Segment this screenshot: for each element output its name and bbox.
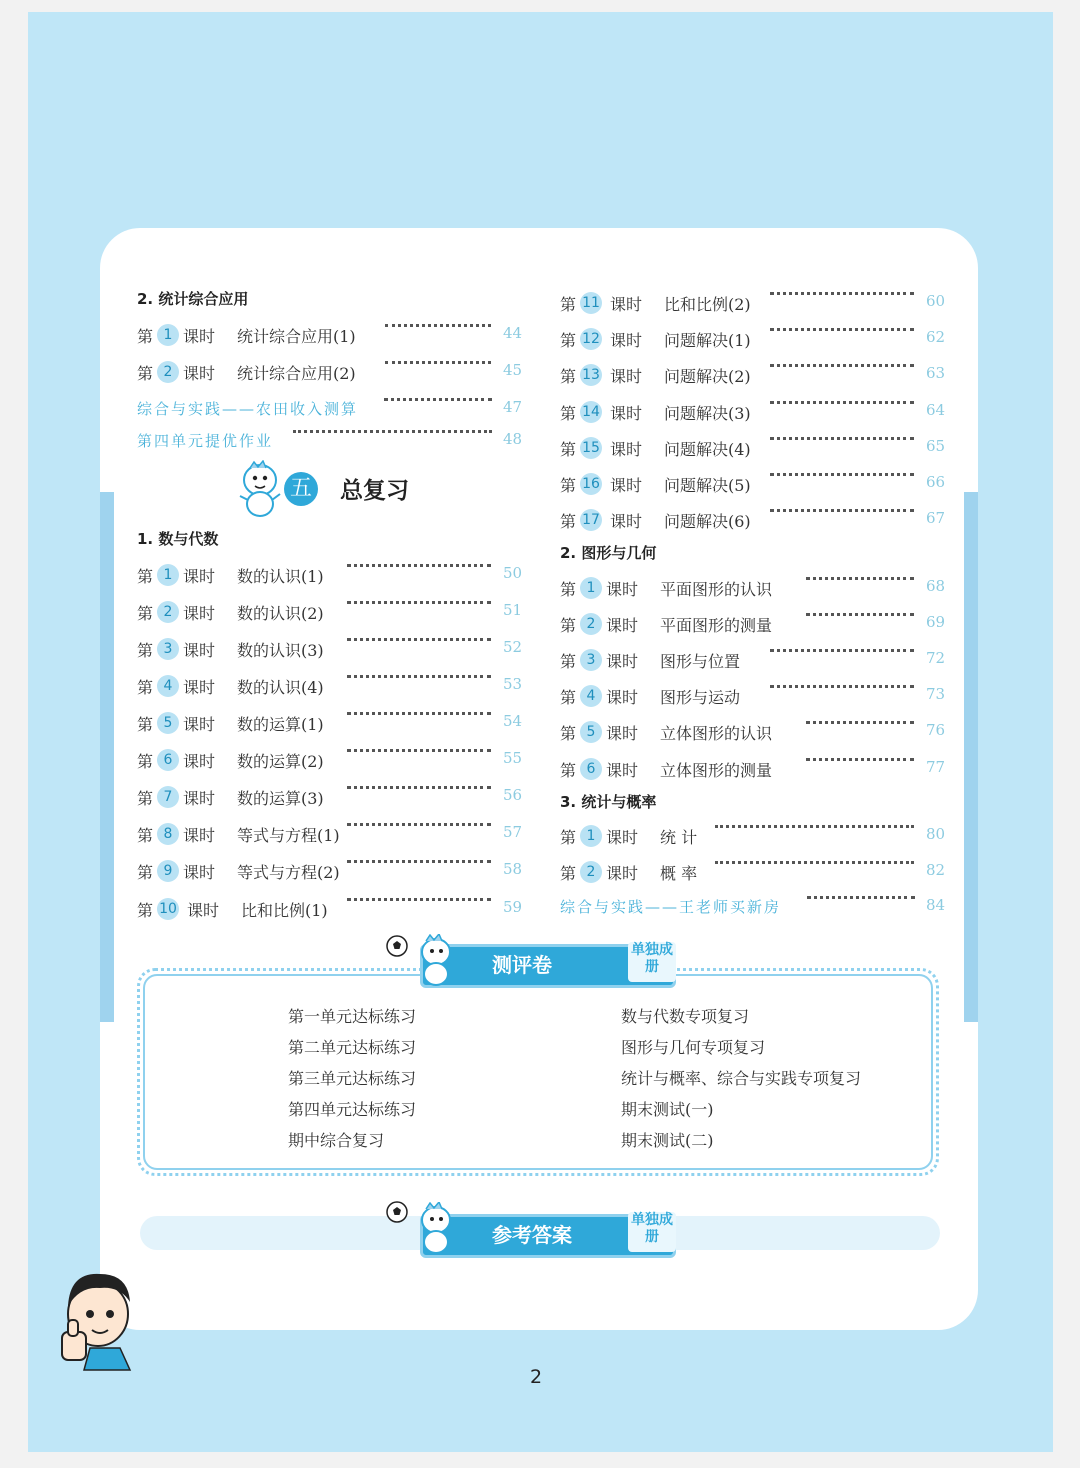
- lesson-suffix: 课时: [606, 616, 639, 635]
- leader-dots: [347, 712, 491, 715]
- lesson-suffix: 课时: [606, 864, 639, 883]
- lesson-title: 问题解决(2): [664, 367, 751, 386]
- section-heading: 3. 统计与概率: [560, 793, 657, 811]
- lesson-title: 图形与运动: [660, 688, 741, 707]
- dinosaur-mascot-icon: [414, 934, 458, 986]
- soccer-ball-icon: [385, 1200, 409, 1224]
- eval-item[interactable]: 期末测试(一): [621, 1100, 714, 1119]
- leader-dots: [770, 437, 914, 440]
- page-number: 63: [926, 364, 946, 382]
- lesson-title: 问题解决(4): [664, 440, 751, 459]
- eval-item[interactable]: 期中综合复习: [288, 1131, 385, 1150]
- homework-title: 第四单元提优作业: [137, 432, 274, 450]
- section-heading: 1. 数与代数: [137, 530, 219, 548]
- lesson-number-wrap: [580, 758, 602, 780]
- lesson-number-badge: 1: [580, 825, 602, 847]
- lesson-number-badge: 3: [580, 649, 602, 671]
- leader-dots: [770, 473, 914, 476]
- leader-dots: [347, 675, 491, 678]
- practice-title: 综合与实践——王老师买新房: [560, 898, 782, 916]
- page-number: 62: [926, 328, 946, 346]
- lesson-title: 统计综合应用(1): [237, 327, 356, 346]
- leader-dots: [715, 825, 914, 828]
- lesson-number-wrap: [580, 473, 602, 495]
- lesson-prefix: 第: [137, 752, 154, 771]
- lesson-title: 比和比例(1): [241, 901, 328, 920]
- lesson-number-wrap: [157, 675, 179, 697]
- page-number: 44: [503, 324, 523, 342]
- section-heading: 2. 统计综合应用: [137, 290, 249, 308]
- lesson-number-badge: 2: [580, 613, 602, 635]
- eval-item[interactable]: 第二单元达标练习: [288, 1038, 417, 1057]
- lesson-number-badge: 7: [157, 786, 179, 808]
- separate-volume-tag: 单独成册: [628, 942, 676, 982]
- leader-dots: [770, 649, 914, 652]
- lesson-prefix: 第: [137, 826, 154, 845]
- leader-dots: [347, 823, 491, 826]
- page-number: 59: [503, 898, 523, 916]
- lesson-title: 问题解决(3): [664, 404, 751, 423]
- eval-item[interactable]: 图形与几何专项复习: [621, 1038, 766, 1057]
- lesson-suffix: 课时: [606, 580, 639, 599]
- page-number: 47: [503, 398, 523, 416]
- page-number: 53: [503, 675, 523, 693]
- lesson-number-badge: 4: [580, 685, 602, 707]
- section-heading: 2. 图形与几何: [560, 544, 657, 562]
- lesson-suffix: 课时: [187, 901, 220, 920]
- lesson-suffix: 课时: [606, 761, 639, 780]
- lesson-number-badge: 6: [157, 749, 179, 771]
- lesson-suffix: 课时: [183, 364, 216, 383]
- eval-item[interactable]: 统计与概率、综合与实践专项复习: [621, 1069, 862, 1088]
- lesson-title: 数的运算(3): [237, 789, 324, 808]
- lesson-prefix: 第: [560, 512, 577, 531]
- lesson-number-badge: 1: [157, 564, 179, 586]
- eval-item[interactable]: 第一单元达标练习: [288, 1007, 417, 1026]
- lesson-title: 数的运算(1): [237, 715, 324, 734]
- leader-dots: [347, 638, 491, 641]
- page-number: 51: [503, 601, 523, 619]
- lesson-suffix: 课时: [183, 678, 216, 697]
- lesson-prefix: 第: [137, 364, 154, 383]
- page-number: 77: [926, 758, 946, 776]
- lesson-prefix: 第: [137, 604, 154, 623]
- lesson-prefix: 第: [137, 327, 154, 346]
- lesson-title: 数的认识(2): [237, 604, 324, 623]
- lesson-suffix: 课时: [610, 295, 643, 314]
- lesson-prefix: 第: [560, 295, 577, 314]
- lesson-suffix: 课时: [183, 789, 216, 808]
- leader-dots: [384, 398, 492, 401]
- lesson-title: 概 率: [660, 864, 698, 883]
- page-number: 65: [926, 437, 946, 455]
- page-number: 60: [926, 292, 946, 310]
- lesson-number-badge: 12: [580, 328, 602, 350]
- lesson-number-wrap: [157, 564, 179, 586]
- lesson-prefix: 第: [137, 901, 154, 920]
- lesson-number-wrap: [580, 577, 602, 599]
- lesson-number-wrap: [157, 898, 179, 920]
- lesson-number-badge: 16: [580, 473, 602, 495]
- lesson-prefix: 第: [560, 440, 577, 459]
- lesson-number-badge: 5: [580, 721, 602, 743]
- lesson-suffix: 课时: [610, 331, 643, 350]
- leader-dots: [770, 328, 914, 331]
- unit-title: 总复习: [340, 478, 409, 504]
- lesson-prefix: 第: [560, 761, 577, 780]
- lesson-suffix: 课时: [606, 828, 639, 847]
- lesson-prefix: 第: [137, 715, 154, 734]
- unit-number-badge: 五: [284, 472, 318, 506]
- lesson-number-badge: 10: [157, 898, 179, 920]
- page-number: 73: [926, 685, 946, 703]
- page-number: 72: [926, 649, 946, 667]
- lesson-number-badge: 11: [580, 292, 602, 314]
- practice-title: 综合与实践——农田收入测算: [137, 400, 359, 418]
- lesson-number-wrap: [157, 361, 179, 383]
- lesson-title: 平面图形的认识: [660, 580, 773, 599]
- leader-dots: [806, 613, 914, 616]
- lesson-number-badge: 9: [157, 860, 179, 882]
- leader-dots: [347, 786, 491, 789]
- lesson-title: 问题解决(5): [664, 476, 751, 495]
- lesson-number-wrap: [580, 328, 602, 350]
- lesson-title: 数的认识(3): [237, 641, 324, 660]
- lesson-suffix: 课时: [183, 641, 216, 660]
- lesson-suffix: 课时: [606, 652, 639, 671]
- leader-dots: [347, 898, 491, 901]
- lesson-suffix: 课时: [606, 724, 639, 743]
- leader-dots: [347, 749, 491, 752]
- page-number: 57: [503, 823, 523, 841]
- lesson-title: 平面图形的测量: [660, 616, 773, 635]
- lesson-number-wrap: [157, 823, 179, 845]
- lesson-number-wrap: [580, 721, 602, 743]
- lesson-title: 统 计: [660, 828, 698, 847]
- page-number: 76: [926, 721, 946, 739]
- lesson-number-wrap: [157, 749, 179, 771]
- lesson-number-badge: 15: [580, 437, 602, 459]
- lesson-prefix: 第: [560, 367, 577, 386]
- lesson-prefix: 第: [560, 616, 577, 635]
- dinosaur-mascot-icon: [236, 460, 282, 518]
- lesson-number-wrap: [580, 364, 602, 386]
- boy-thumbs-up-icon: [50, 1262, 140, 1372]
- lesson-number-wrap: [580, 825, 602, 847]
- leader-dots: [347, 564, 491, 567]
- page-number: 2: [530, 1366, 543, 1388]
- lesson-number-wrap: [580, 685, 602, 707]
- page-number: 82: [926, 861, 946, 879]
- leader-dots: [770, 401, 914, 404]
- lesson-title: 数的认识(4): [237, 678, 324, 697]
- lesson-prefix: 第: [560, 331, 577, 350]
- eval-item[interactable]: 第三单元达标练习: [288, 1069, 417, 1088]
- lesson-number-badge: 1: [580, 577, 602, 599]
- lesson-number-wrap: [157, 860, 179, 882]
- banner-label: 测评卷: [492, 953, 552, 977]
- lesson-suffix: 课时: [610, 367, 643, 386]
- page-number: 52: [503, 638, 523, 656]
- leader-dots: [806, 758, 914, 761]
- page-number: 67: [926, 509, 946, 527]
- leader-dots: [347, 860, 491, 863]
- eval-item[interactable]: 数与代数专项复习: [621, 1007, 750, 1026]
- lesson-suffix: 课时: [610, 512, 643, 531]
- lesson-prefix: 第: [137, 863, 154, 882]
- lesson-number-badge: 6: [580, 758, 602, 780]
- soccer-ball-icon: [385, 934, 409, 958]
- leader-dots: [385, 361, 491, 364]
- lesson-prefix: 第: [560, 652, 577, 671]
- lesson-title: 数的认识(1): [237, 567, 324, 586]
- leader-dots: [347, 601, 491, 604]
- banner-label: 参考答案: [492, 1223, 572, 1247]
- lesson-suffix: 课时: [610, 404, 643, 423]
- lesson-number-wrap: [157, 638, 179, 660]
- lesson-title: 立体图形的测量: [660, 761, 773, 780]
- lesson-suffix: 课时: [183, 715, 216, 734]
- lesson-number-badge: 1: [157, 324, 179, 346]
- lesson-suffix: 课时: [183, 752, 216, 771]
- lesson-prefix: 第: [560, 724, 577, 743]
- leader-dots: [770, 509, 914, 512]
- lesson-suffix: 课时: [183, 604, 216, 623]
- lesson-number-wrap: [157, 324, 179, 346]
- leader-dots: [806, 577, 914, 580]
- page-number: 50: [503, 564, 523, 582]
- eval-item[interactable]: 第四单元达标练习: [288, 1100, 417, 1119]
- leader-dots: [770, 685, 914, 688]
- lesson-title: 统计综合应用(2): [237, 364, 356, 383]
- page-number: 64: [926, 401, 946, 419]
- lesson-number-badge: 5: [157, 712, 179, 734]
- page-number: 69: [926, 613, 946, 631]
- lesson-number-wrap: [580, 649, 602, 671]
- lesson-title: 立体图形的认识: [660, 724, 773, 743]
- lesson-number-badge: 2: [157, 601, 179, 623]
- lesson-number-wrap: [580, 401, 602, 423]
- lesson-prefix: 第: [137, 678, 154, 697]
- leader-dots: [807, 896, 915, 899]
- lesson-prefix: 第: [560, 580, 577, 599]
- page-number: 80: [926, 825, 946, 843]
- lesson-prefix: 第: [560, 404, 577, 423]
- lesson-number-badge: 3: [157, 638, 179, 660]
- leader-dots: [385, 324, 491, 327]
- leader-dots: [770, 292, 914, 295]
- leader-dots: [293, 430, 492, 433]
- lesson-number-badge: 14: [580, 401, 602, 423]
- lesson-number-wrap: [580, 292, 602, 314]
- lesson-title: 比和比例(2): [664, 295, 751, 314]
- lesson-suffix: 课时: [183, 826, 216, 845]
- lesson-number-wrap: [157, 601, 179, 623]
- lesson-title: 问题解决(1): [664, 331, 751, 350]
- lesson-prefix: 第: [560, 864, 577, 883]
- leader-dots: [715, 861, 914, 864]
- lesson-suffix: 课时: [183, 863, 216, 882]
- lesson-number-badge: 2: [580, 861, 602, 883]
- lesson-suffix: 课时: [606, 688, 639, 707]
- right-stripe: [964, 492, 978, 1022]
- lesson-number-wrap: [580, 509, 602, 531]
- page-number: 68: [926, 577, 946, 595]
- lesson-suffix: 课时: [183, 567, 216, 586]
- lesson-prefix: 第: [560, 688, 577, 707]
- lesson-number-wrap: [580, 613, 602, 635]
- page-number: 66: [926, 473, 946, 491]
- leader-dots: [770, 364, 914, 367]
- lesson-suffix: 课时: [183, 327, 216, 346]
- lesson-prefix: 第: [137, 567, 154, 586]
- lesson-number-badge: 13: [580, 364, 602, 386]
- lesson-number-badge: 17: [580, 509, 602, 531]
- page-number: 84: [926, 896, 946, 914]
- lesson-suffix: 课时: [610, 440, 643, 459]
- lesson-prefix: 第: [560, 476, 577, 495]
- lesson-number-wrap: [580, 437, 602, 459]
- lesson-title: 等式与方程(2): [237, 863, 340, 882]
- lesson-suffix: 课时: [610, 476, 643, 495]
- page-number: 56: [503, 786, 523, 804]
- lesson-prefix: 第: [137, 641, 154, 660]
- lesson-number-badge: 8: [157, 823, 179, 845]
- lesson-number-badge: 4: [157, 675, 179, 697]
- separate-volume-tag: 单独成册: [628, 1212, 676, 1252]
- lesson-number-wrap: [580, 861, 602, 883]
- page-number: 55: [503, 749, 523, 767]
- page-number: 54: [503, 712, 523, 730]
- lesson-title: 问题解决(6): [664, 512, 751, 531]
- lesson-prefix: 第: [137, 789, 154, 808]
- dinosaur-mascot-icon: [414, 1202, 458, 1254]
- page-number: 48: [503, 430, 523, 448]
- lesson-number-badge: 2: [157, 361, 179, 383]
- page-number: 45: [503, 361, 523, 379]
- lesson-title: 数的运算(2): [237, 752, 324, 771]
- lesson-prefix: 第: [560, 828, 577, 847]
- lesson-number-wrap: [157, 786, 179, 808]
- leader-dots: [806, 721, 914, 724]
- left-stripe: [100, 492, 114, 1022]
- lesson-number-wrap: [157, 712, 179, 734]
- unit-heading: [236, 460, 436, 520]
- lesson-title: 图形与位置: [660, 652, 741, 671]
- eval-item[interactable]: 期末测试(二): [621, 1131, 714, 1150]
- page-number: 58: [503, 860, 523, 878]
- lesson-title: 等式与方程(1): [237, 826, 340, 845]
